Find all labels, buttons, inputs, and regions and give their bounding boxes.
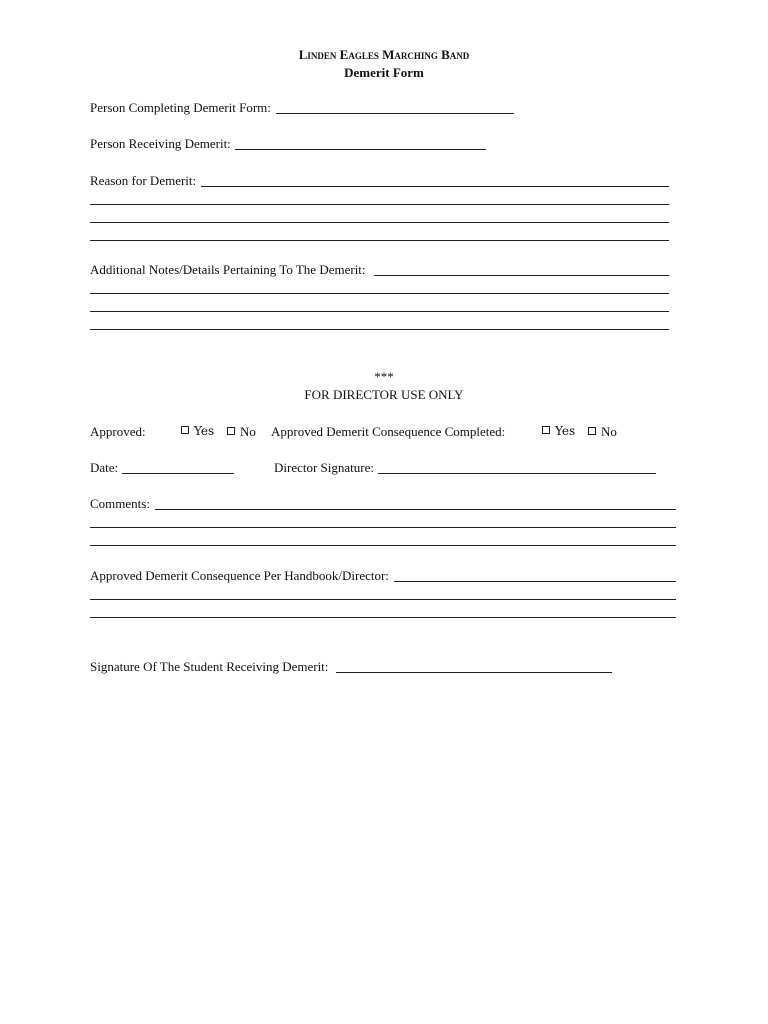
form-subtitle: Demerit Form (344, 65, 424, 80)
student-signature-line[interactable] (336, 672, 612, 673)
date-label: Date: (90, 460, 119, 475)
approved-no-option[interactable] (227, 424, 256, 439)
completed-no-checkbox[interactable] (588, 427, 596, 435)
consequence-line-2[interactable] (90, 599, 676, 600)
completed-yes-checkbox[interactable] (542, 426, 550, 434)
person-completing-line[interactable] (276, 113, 514, 114)
reason-line-2[interactable] (90, 204, 669, 205)
notes-line-1[interactable] (374, 275, 669, 276)
director-signature-line[interactable] (378, 473, 656, 474)
director-heading: FOR DIRECTOR USE ONLY (304, 387, 464, 402)
reason-line-3[interactable] (90, 222, 669, 223)
date-line[interactable] (122, 473, 234, 474)
person-receiving-label: Person Receiving Demerit: (90, 136, 231, 151)
completed-no-option[interactable] (588, 424, 617, 439)
director-signature-label: Director Signature: (274, 460, 374, 475)
comments-line-2[interactable] (90, 527, 676, 528)
approved-label: Approved: (90, 424, 146, 439)
reason-label: Reason for Demerit: (90, 173, 197, 188)
notes-line-4[interactable] (90, 329, 669, 330)
person-completing-label: Person Completing Demerit Form: (90, 100, 271, 115)
consequence-completed-label: Approved Demerit Consequence Completed: (271, 424, 506, 439)
comments-line-1[interactable] (155, 509, 676, 510)
reason-line-4[interactable] (90, 240, 669, 241)
completed-yes-option[interactable] (542, 424, 575, 439)
reason-line-1[interactable] (201, 186, 669, 187)
notes-line-3[interactable] (90, 311, 669, 312)
comments-line-3[interactable] (90, 545, 676, 546)
additional-notes-label: Additional Notes/Details Pertaining To The Demerit: (90, 262, 366, 277)
approved-consequence-label: Approved Demerit Consequence Per Handbook/Director: (90, 568, 389, 583)
section-separator: *** (374, 369, 394, 384)
approved-yes-option[interactable] (181, 424, 214, 439)
student-signature-label: Signature Of The Student Receiving Demerit: (90, 659, 329, 674)
approved-no-checkbox[interactable] (227, 427, 235, 435)
completed-no-label: No (601, 424, 617, 439)
approved-yes-checkbox[interactable] (181, 426, 189, 434)
form-title: Linden Eagles Marching Band (298, 47, 470, 62)
person-receiving-line[interactable] (235, 149, 486, 150)
consequence-line-1[interactable] (394, 581, 676, 582)
comments-label: Comments: (90, 496, 150, 511)
consequence-line-3[interactable] (90, 617, 676, 618)
completed-yes-label: Yes (555, 424, 576, 438)
notes-line-2[interactable] (90, 293, 669, 294)
approved-no-label: No (240, 424, 256, 439)
approved-yes-label: Yes (194, 424, 215, 438)
